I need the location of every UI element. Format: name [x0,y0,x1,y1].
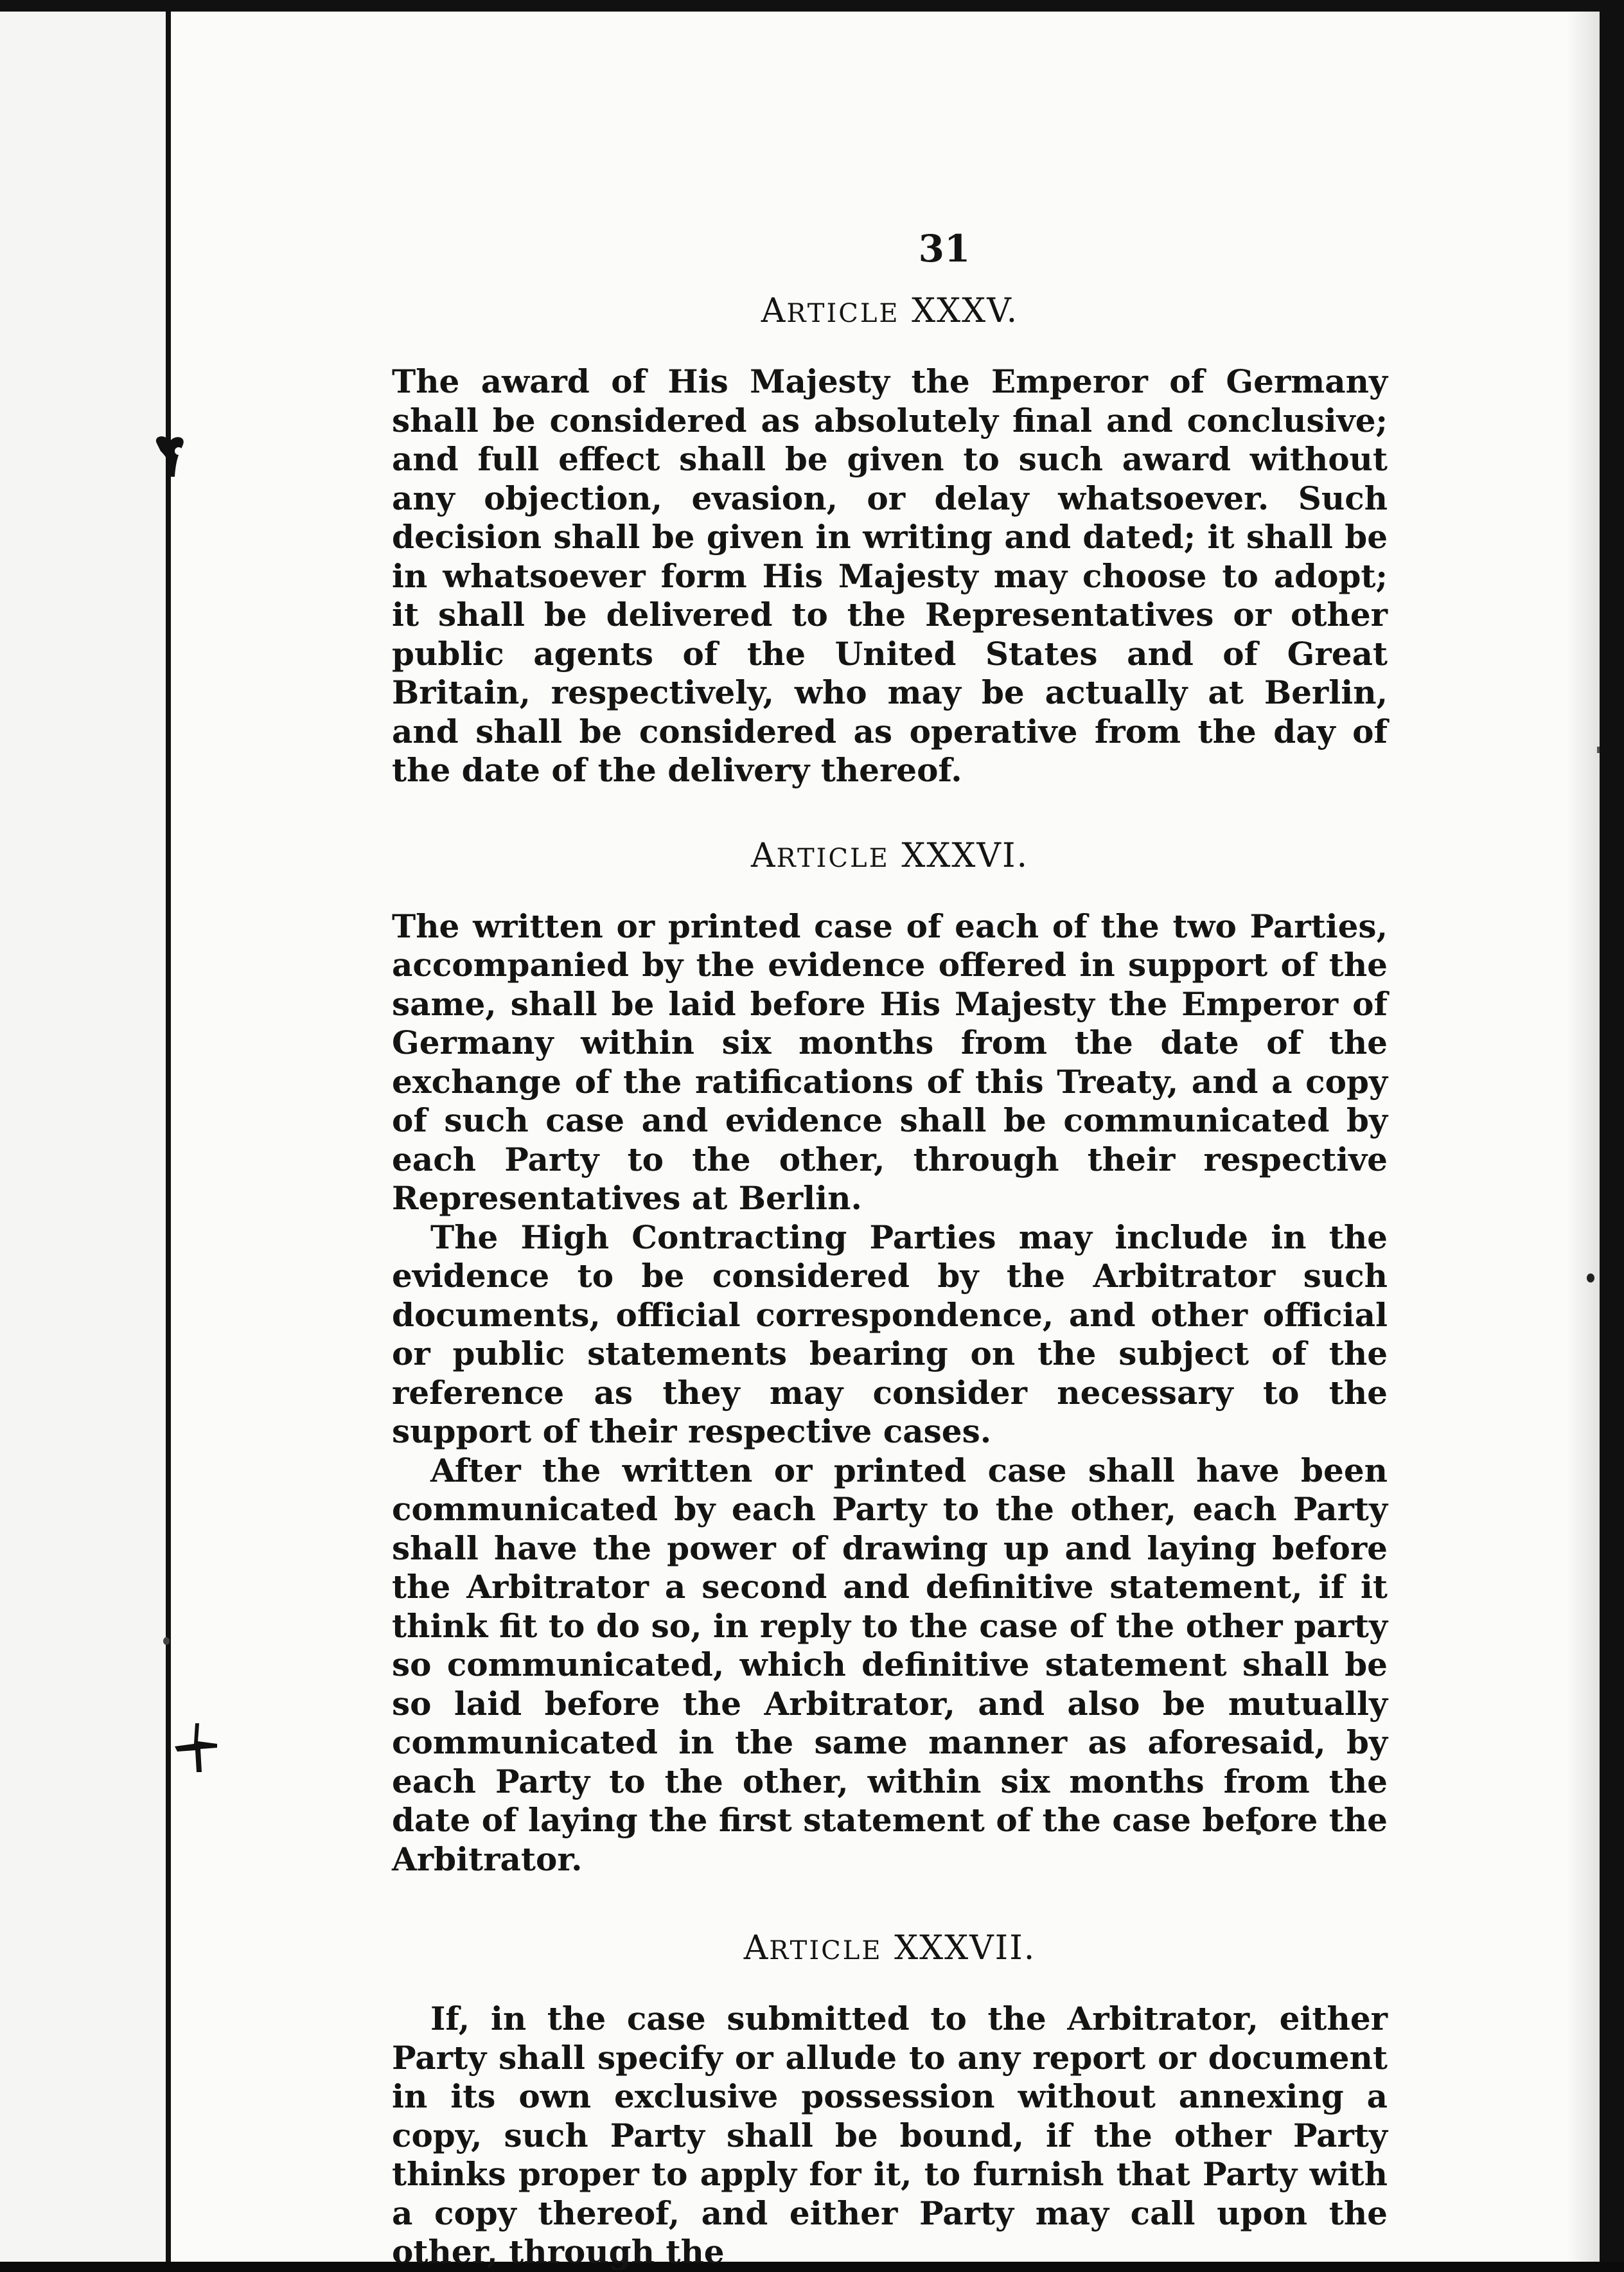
article-xxxvi-paragraph-1: The written or printed case of each of the two Parties, accompanied by the evidence offered in support of the same, shall be laid before His Majesty the Emperor of Germany within six months from the date of the exchange of the ratifications of this Treaty, and a copy of such case and evidence shall be communicated by each Party to the other, through their respective Representatives at Berlin. [392,907,1388,1217]
margin-tick [1597,747,1600,753]
page-body [392,226,1388,2272]
article-xxxvii-paragraph: If, in the case submitted to the Arbitrator, either Party shall specify or allude to any report or document in its own exclusive possession without annexing a copy, such Party shall be bound, if the other Party thinks proper to apply for it, to furnish that Party with a copy thereof, and either Party may call upon the other, through the [392,2000,1388,2271]
heading-word: RTICLE [786,299,900,328]
binding-line [166,12,171,2262]
heading-numeral: XXXVI. [901,836,1029,875]
article-heading-xxxv [392,279,1388,343]
heading-numeral: XXXV. [912,292,1019,330]
margin-speck-right [1587,1274,1594,1282]
article-heading-xxxvii [392,1916,1388,1980]
margin-ink-blot-icon [152,432,197,481]
margin-ink-splotch-icon [172,1722,224,1773]
scan-top-edge [0,0,1624,13]
heading-numeral: XXXVII. [894,1929,1036,1967]
margin-speck [163,1637,170,1645]
right-page-shadow [1567,12,1600,2262]
article-heading-xxxvi [392,824,1388,888]
heading-initial: A [750,836,777,875]
heading-initial: A [743,1929,770,1967]
scan-right-edge [1600,0,1624,2262]
page-number: 31 [918,227,971,271]
heading-word: RTICLE [776,843,890,873]
left-margin-strip [0,12,166,2262]
heading-initial: A [761,292,787,330]
article-xxxvi-paragraph-3: After the written or printed case shall have been communicated by each Party to the other, each Party shall have the power of drawing up and laying before the Arbitrator a second and definitive statement, if it think fit to do so, in reply to the case of the other party so communicated, which definitive statement shall be so laid before the Arbitrator, and also be mutually communicated in the same manner as aforesaid, by each Party to the other, within six months from the date of laying the first statement of the case before the Arbitrator. [392,1451,1388,1878]
article-xxxvi-paragraph-2: The High Contracting Parties may include in the evidence to be considered by the Arbitrator such documents, official correspondence, and other official or public statements bearing on the subject of the reference as they may consider necessary to the support of their respective cases. [392,1218,1388,1450]
article-xxxv-paragraph: The award of His Majesty the Emperor of Germany shall be considered as absolutely final and conclusive; and full effect shall be given to such award without any objection, evasion, or delay whatsoever. Such decision shall be given in writing and dated; it shall be in whatsoever form His Majesty may choose to adopt; it shall be delivered to the Representatives or other public agents of the United States and of Great Britain, respectively, who may be actually at Berlin, and shall be considered as operative from the day of the date of the delivery thereof. [392,362,1388,789]
heading-word: RTICLE [769,1936,883,1966]
